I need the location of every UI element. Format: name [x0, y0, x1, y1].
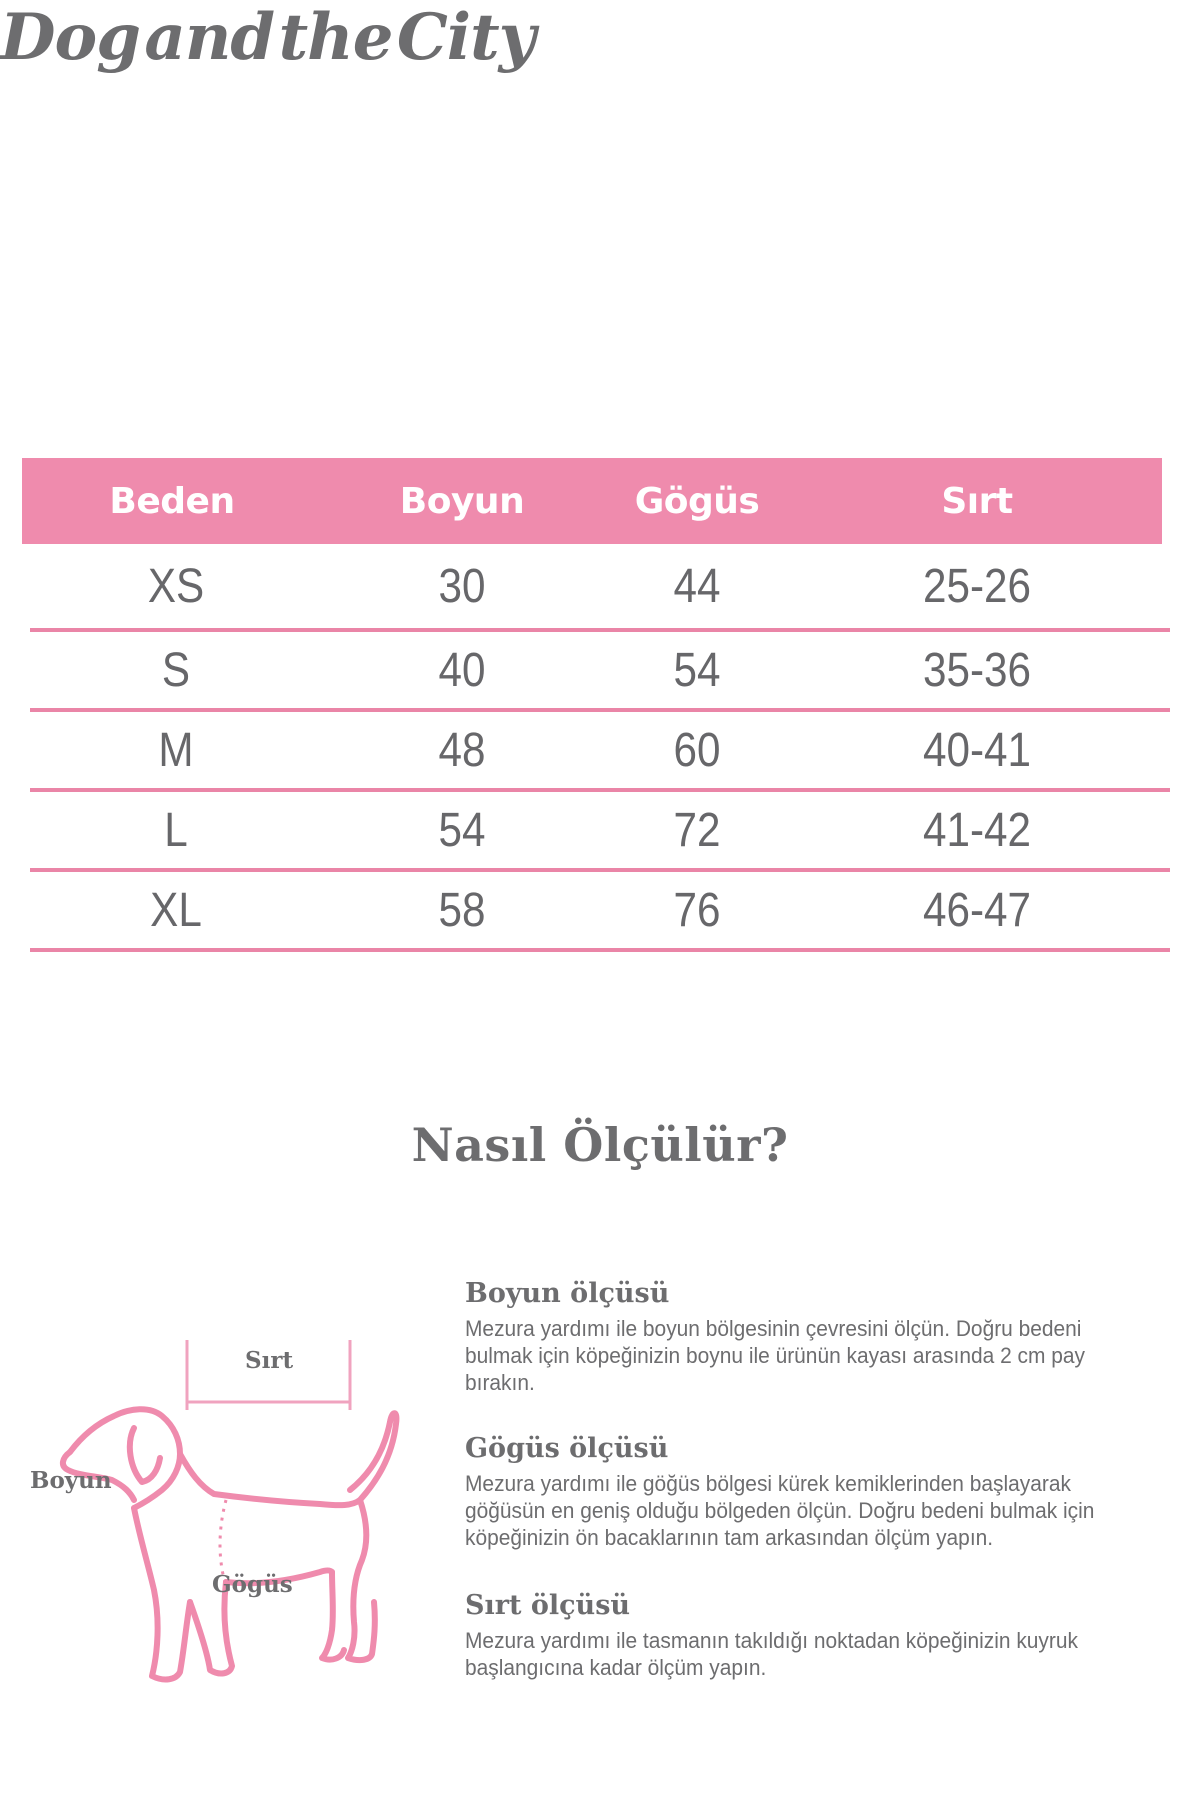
cell-size: L — [164, 803, 188, 857]
cell-size: M — [158, 723, 194, 777]
neck-instruction — [465, 1278, 1175, 1396]
back-instruction — [465, 1590, 1175, 1681]
cell-size: S — [161, 643, 191, 697]
cell-back: 25-26 — [922, 559, 1032, 613]
cell-chest: 60 — [673, 723, 721, 777]
table-row — [30, 872, 1170, 952]
table-row — [30, 712, 1170, 792]
how-to-measure-title: Nasıl Ölçülür? — [411, 1118, 789, 1172]
back-instruction-title: Sırt ölçüsü — [465, 1590, 631, 1621]
cell-neck: 58 — [438, 883, 486, 937]
neck-instruction-text: Mezura yardımı ile boyun bölgesinin çevresini ölçün. Doğru bedeni bulmak için köpeğinizin boynu ile ürünün kayası arasında 2 cm pay bırakın. — [465, 1316, 1085, 1395]
logo-word-and: and — [144, 0, 275, 75]
label-neck: Boyun — [30, 1467, 112, 1494]
logo-word-city: City — [396, 0, 535, 75]
header-back: Sırt — [941, 480, 1013, 522]
dog-measure-figure — [30, 1340, 450, 1700]
neck-instruction-title: Boyun ölçüsü — [465, 1278, 670, 1309]
cell-chest: 54 — [673, 643, 721, 697]
cell-back: 40-41 — [922, 723, 1032, 777]
cell-chest: 44 — [673, 559, 721, 613]
cell-neck: 30 — [438, 559, 486, 613]
cell-back: 46-47 — [922, 883, 1032, 937]
cell-neck: 48 — [438, 723, 486, 777]
chest-instruction-text: Mezura yardımı ile göğüs bölgesi kürek kemiklerinden başlayarak göğüsün en geniş olduğu bölgeden ölçün. Doğru bedeni bulmak için köpeğinizin ön bacaklarının tam arkasından ölçüm yapın. — [465, 1471, 1095, 1550]
table-row — [30, 792, 1170, 872]
label-back: Sırt — [245, 1347, 294, 1374]
cell-size: XS — [147, 559, 205, 613]
header-size: Beden — [109, 480, 235, 522]
back-instruction-text: Mezura yardımı ile tasmanın takıldığı noktadan köpeğinizin kuyruk başlangıcına kadar ölçüm yapın. — [465, 1628, 1078, 1680]
chest-instruction — [465, 1433, 1175, 1551]
cell-back: 35-36 — [922, 643, 1032, 697]
header-neck: Boyun — [399, 480, 525, 522]
cell-chest: 76 — [673, 883, 721, 937]
chest-instruction-title: Gögüs ölçüsü — [465, 1433, 669, 1464]
cell-chest: 72 — [673, 803, 721, 857]
dog-outline-icon — [30, 1340, 450, 1700]
size-table — [22, 458, 1170, 952]
table-row — [30, 632, 1170, 712]
cell-size: XL — [150, 883, 202, 937]
cell-neck: 54 — [438, 803, 486, 857]
header-chest: Gögüs — [634, 480, 760, 522]
cell-neck: 40 — [438, 643, 486, 697]
logo-word-dog: Dog — [0, 0, 140, 75]
table-header-row — [22, 458, 1162, 544]
logo-word-the: the — [278, 0, 393, 75]
cell-back: 41-42 — [922, 803, 1032, 857]
label-chest: Gögüs — [212, 1571, 293, 1598]
table-row — [30, 544, 1170, 632]
